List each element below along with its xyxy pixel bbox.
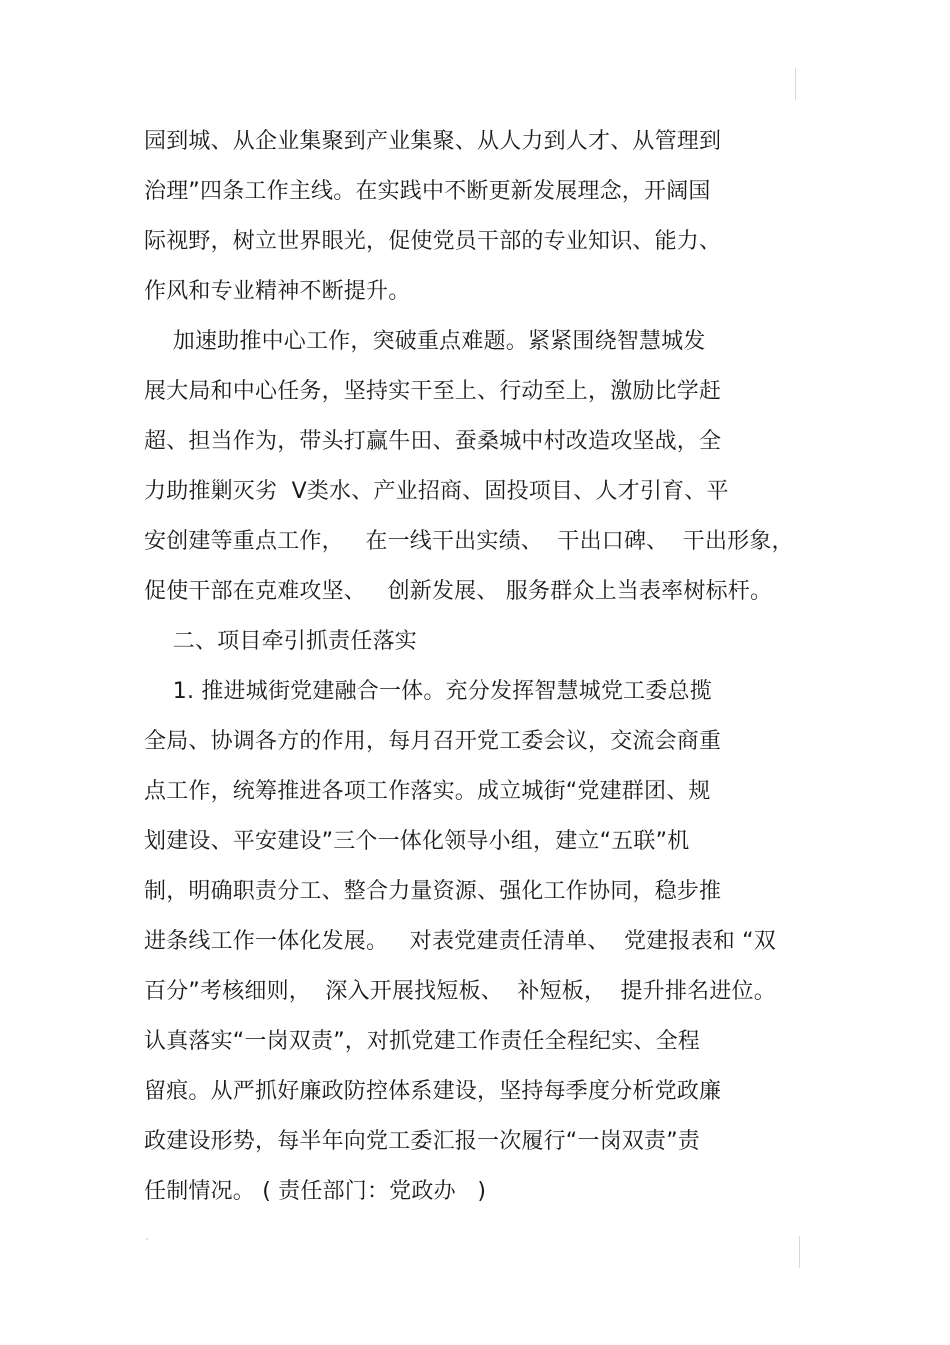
page-margin-dot [146,1238,148,1240]
paragraph-line: 任制情况。 ( 责任部门：党政办 ) [144,1179,487,1204]
paragraph-line: 百分”考核细则， 深入开展找短板、 补短板， 提升排名进位。 [144,979,776,1004]
paragraph-line: 治理”四条工作主线。在实践中不断更新发展理念，开阔国 [144,179,711,204]
paragraph-line: 加速助推中心工作，突破重点难题。紧紧围绕智慧城发 [144,329,706,354]
paragraph-line: 园到城、从企业集聚到产业集聚、从人力到人才、从管理到 [144,129,722,154]
paragraph-line: 全局、协调各方的作用，每月召开党工委会议，交流会商重 [144,729,722,754]
paragraph-line: 制，明确职责分工、整合力量资源、强化工作协同，稳步推 [144,879,722,904]
page-margin-mark-top [795,68,796,100]
paragraph-line: 促使干部在克难攻坚、 创新发展、 服务群众上当表率树标杆。 [144,579,773,604]
paragraph-line: 政建设形势，每半年向党工委汇报一次履行“一岗双责”责 [144,1129,700,1154]
page-margin-mark-bottom [799,1236,800,1268]
paragraph-line: 留痕。从严抓好廉政防控体系建设，坚持每季度分析党政廉 [144,1079,722,1104]
section-heading: 二、项目牵引抓责任落实 [144,629,417,654]
paragraph-line: 超、担当作为，带头打赢牛田、蚕桑城中村改造攻坚战，全 [144,429,722,454]
paragraph-line: 力助推剿灭劣 Ⅴ类水、产业招商、固投项目、人才引育、平 [144,479,729,504]
paragraph-line: 际视野，树立世界眼光，促使党员干部的专业知识、能力、 [144,229,722,254]
paragraph-line: 展大局和中心任务，坚持实干至上、行动至上，激励比学赶 [144,379,722,404]
paragraph-line: 点工作，统筹推进各项工作落实。成立城街“党建群团、规 [144,779,711,804]
paragraph-line: 作风和专业精神不断提升。 [144,279,411,304]
paragraph-line: 划建设、平安建设”三个一体化领导小组，建立“五联”机 [144,829,690,854]
paragraph-line: 1. 推进城街党建融合一体。充分发挥智慧城党工委总揽 [144,679,712,704]
paragraph-line: 进条线工作一体化发展。 对表党建责任清单、 党建报表和 “双 [144,929,776,954]
paragraph-line: 认真落实“一岗双责”，对抓党建工作责任全程纪实、全程 [144,1029,700,1054]
paragraph-line: 安创建等重点工作， 在一线干出实绩、 干出口碑、 干出形象， [144,529,794,554]
